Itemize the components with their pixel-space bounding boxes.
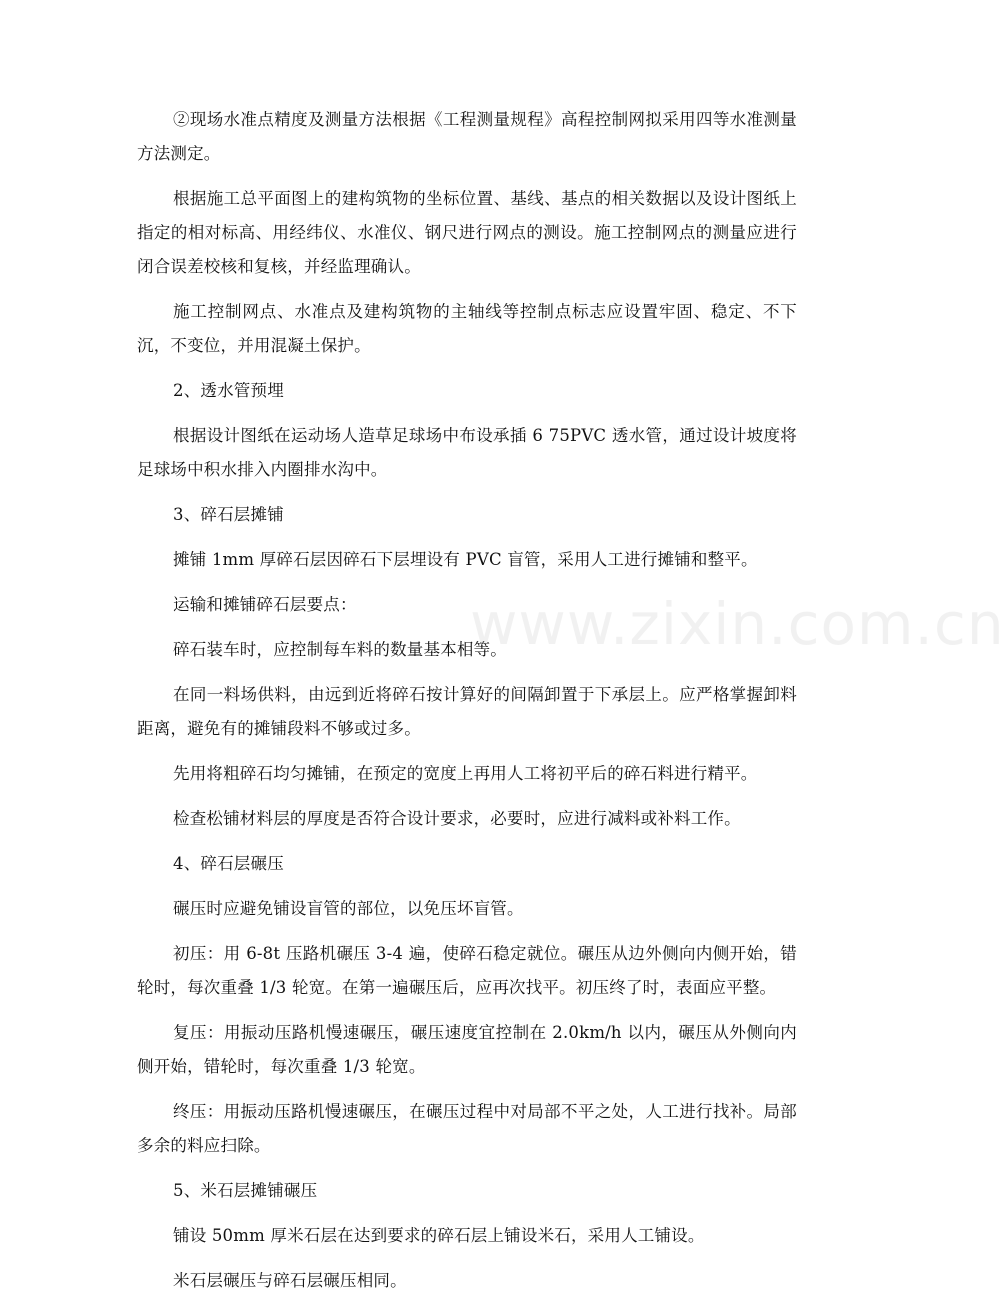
section-heading-gravel-compaction: 4、碎石层碾压 (173, 854, 284, 873)
paragraph-rice-stone-compaction: 米石层碾压与碎石层碾压相同。 (173, 1271, 407, 1290)
paragraph-rice-stone-laying: 铺设 50mm 厚米石层在达到要求的碎石层上铺设米石，采用人工铺设。 (173, 1226, 705, 1245)
paragraph-truck-loading: 碎石装车时，应控制每车料的数量基本相等。 (173, 640, 507, 659)
watermark-text: www.zixin.com.cn (470, 590, 1005, 658)
paragraph-control-network-setup: 根据施工总平面图上的建构筑物的坐标位置、基线、基点的相关数据以及设计图纸上指定的相对标高、用经纬仪、水准仪、钢尺进行网点的测设。施工控制网点的测量应进行闭合误差校核和复核，并经监理确认。 (137, 189, 797, 276)
paragraph-final-compaction: 终压：用振动压路机慢速碾压，在碾压过程中对局部不平之处，人工进行找补。局部多余的料应扫除。 (137, 1102, 797, 1155)
section-heading-rice-stone: 5、米石层摊铺碾压 (173, 1181, 318, 1200)
paragraph-re-compaction: 复压：用振动压路机慢速碾压，碾压速度宜控制在 2.0km/h 以内，碾压从外侧向内侧开始，错轮时，每次重叠 1/3 轮宽。 (137, 1023, 797, 1076)
paragraph-gravel-spreading: 摊铺 1mm 厚碎石层因碎石下层埋设有 PVC 盲管，采用人工进行摊铺和整平。 (173, 550, 758, 569)
paragraph-drain-pipe: 根据设计图纸在运动场人造草足球场中布设承插 6 75PVC 透水管，通过设计坡度将足球场中积水排入内圈排水沟中。 (137, 426, 797, 479)
document-body (137, 103, 797, 1309)
paragraph-spreading-key-points: 运输和摊铺碎石层要点： (173, 595, 357, 614)
paragraph-initial-compaction: 初压：用 6-8t 压路机碾压 3-4 遍，使碎石稳定就位。碾压从边外侧向内侧开始，错轮时，每次重叠 1/3 轮宽。在第一遍碾压后，应再次找平。初压终了时，表面应平整。 (137, 944, 797, 997)
paragraph-thickness-check: 检查松铺材料层的厚度是否符合设计要求，必要时，应进行减料或补料工作。 (173, 809, 741, 828)
paragraph-benchmark-accuracy: ②现场水准点精度及测量方法根据《工程测量规程》高程控制网拟采用四等水准测量方法测定。 (137, 110, 797, 163)
section-heading-drain-pipe: 2、透水管预埋 (173, 381, 284, 400)
paragraph-avoid-pipes: 碾压时应避免铺设盲管的部位，以免压坏盲管。 (173, 899, 524, 918)
paragraph-fine-leveling: 先用将粗碎石均匀摊铺，在预定的宽度上再用人工将初平后的碎石料进行精平。 (173, 764, 758, 783)
paragraph-unloading-distance: 在同一料场供料，由远到近将碎石按计算好的间隔卸置于下承层上。应严格掌握卸料距离，避免有的摊铺段料不够或过多。 (137, 685, 797, 738)
section-heading-gravel-spreading: 3、碎石层摊铺 (173, 505, 284, 524)
paragraph-control-point-markers: 施工控制网点、水准点及建构筑物的主轴线等控制点标志应设置牢固、稳定、不下沉，不变位，并用混凝土保护。 (137, 302, 797, 355)
